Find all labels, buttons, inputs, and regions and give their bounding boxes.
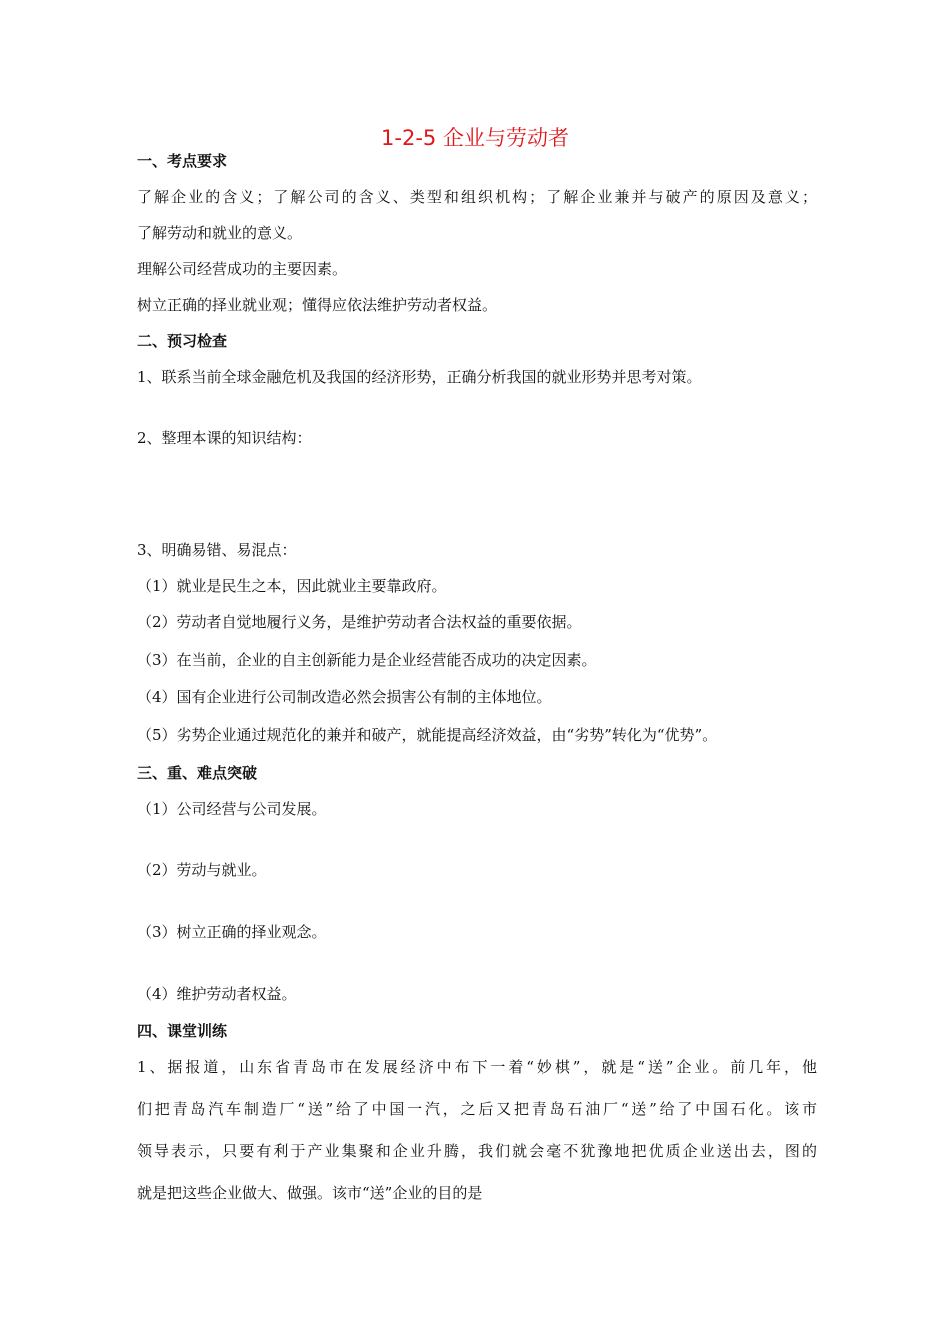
preview-question-1: 1、联系当前全球金融危机及我国的经济形势，正确分析我国的就业形势并思考对策。	[137, 368, 702, 386]
pitfall-item: （3）在当前，企业的自主创新能力是企业经营能否成功的决定因素。	[137, 651, 597, 669]
document-title: 1-2-5 企业与劳动者	[381, 126, 569, 150]
practice-question-line: 领导表示，只要有利于产业集聚和企业升腾，我们就会毫不犹豫地把优质企业送出去，图的	[137, 1142, 817, 1160]
pitfall-item: （2）劳动者自觉地履行义务，是维护劳动者合法权益的重要依据。	[137, 613, 582, 631]
section-heading-key-points: 三、重、难点突破	[137, 764, 258, 782]
section-heading-classroom-practice: 四、课堂训练	[137, 1022, 228, 1040]
requirements-paragraph-1-line-1: 了解企业的含义；了解公司的含义、类型和组织机构；了解企业兼并与破产的原因及意义；	[137, 188, 817, 206]
pitfall-item: （1）就业是民生之本，因此就业主要靠政府。	[137, 577, 447, 595]
preview-question-2: 2、整理本课的知识结构：	[137, 429, 312, 447]
requirements-paragraph-3: 树立正确的择业就业观；懂得应依法维护劳动者权益。	[137, 296, 498, 314]
preview-question-3: 3、明确易错、易混点：	[137, 541, 297, 559]
practice-question-line: 1、据报道，山东省青岛市在发展经济中布下一着“妙棋”，就是“送”企业。前几年，他	[137, 1058, 817, 1076]
requirements-paragraph-2: 理解公司经营成功的主要因素。	[137, 260, 348, 278]
key-point-item: （4）维护劳动者权益。	[137, 985, 297, 1003]
key-point-item: （1）公司经营与公司发展。	[137, 800, 327, 818]
section-heading-requirements: 一、考点要求	[137, 152, 228, 170]
pitfall-item: （5）劣势企业通过规范化的兼并和破产，就能提高经济效益，由“劣势”转化为“优势”。	[137, 726, 718, 744]
key-point-item: （2）劳动与就业。	[137, 861, 267, 879]
section-heading-preview: 二、预习检查	[137, 332, 228, 350]
pitfall-item: （4）国有企业进行公司制改造必然会损害公有制的主体地位。	[137, 688, 552, 706]
key-point-item: （3）树立正确的择业观念。	[137, 923, 327, 941]
practice-question-line: 们把青岛汽车制造厂“送”给了中国一汽，之后又把青岛石油厂“送”给了中国石化。该市	[137, 1100, 817, 1118]
requirements-paragraph-1-line-2: 了解劳动和就业的意义。	[137, 224, 303, 242]
practice-question-line: 就是把这些企业做大、做强。该市“送”企业的目的是	[137, 1184, 483, 1202]
